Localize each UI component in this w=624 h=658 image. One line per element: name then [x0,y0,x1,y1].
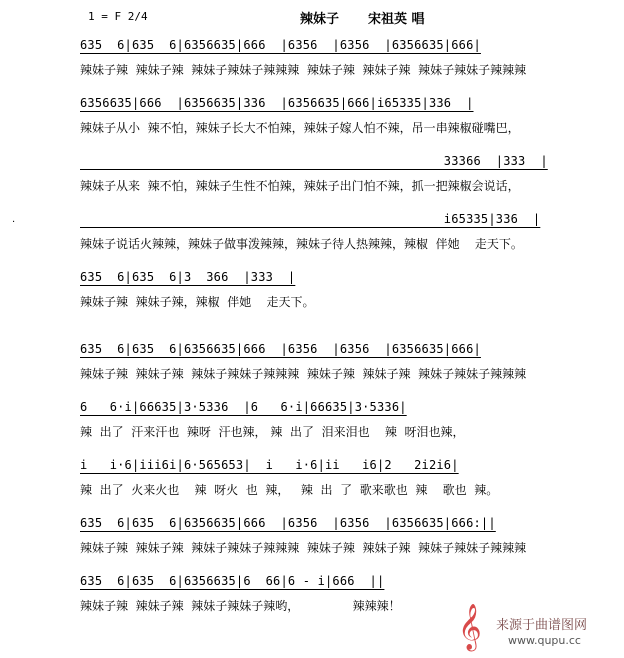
key-signature: 1 = F 2/4 [88,10,148,23]
lyrics-line: 辣 出了 汗来汗也 辣呀 汗也辣， 辣 出了 泪来泪也 辣 呀泪也辣， [80,425,465,439]
lyrics-line: 辣妹子辣 辣妹子辣 辣妹子辣妹子辣辣辣 辣妹子辣 辣妹子辣 辣妹子辣妹子辣辣辣 [80,367,527,381]
watermark-url: www.qupu.cc [508,634,581,647]
score-body [80,30,620,624]
treble-clef-icon: 𝄞 [458,604,482,650]
lyrics-line: 辣妹子辣 辣妹子辣，辣椒 伴她 走天下。 [80,295,315,309]
watermark-text: 来源于曲谱图网 [496,618,588,633]
notation-line: 635 6|635 6|6356635|666 |6356 |6356 |6356635|666:|| [80,508,620,538]
singer-credit: 宋祖英 唱 [368,12,425,27]
lyrics-line: 辣妹子从来 辣不怕，辣妹子生性不怕辣，辣妹子出门怕不辣，抓一把辣椒会说话， [80,179,520,193]
score-header [0,8,624,30]
lyrics-line: 辣妹子辣 辣妹子辣 辣妹子辣妹子辣辣辣 辣妹子辣 辣妹子辣 辣妹子辣妹子辣辣辣 [80,541,527,555]
lyrics-line: 辣妹子从小 辣不怕，辣妹子长大不怕辣，辣妹子嫁人怕不辣，吊一串辣椒碰嘴巴， [80,121,520,135]
lyrics-line: 辣 出了 火来火也 辣 呀火 也 辣， 辣 出 了 歌来歌也 辣 歌也 辣。 [80,483,499,497]
notation-line: 635 6|635 6|3 366 |333 | [80,262,620,292]
stray-mark: . [12,214,16,225]
song-title: 辣妹子 [300,12,340,27]
notation-line: 635 6|635 6|6356635|666 |6356 |6356 |6356635|666| [80,30,620,60]
notation-line: 635 6|635 6|6356635|6 66|6 - i|666 || [80,566,620,596]
notation-line: 6 6·i|66635|3·5336 |6 6·i|66635|3·5336| [80,392,620,422]
lyrics-line: 辣妹子辣 辣妹子辣 辣妹子辣妹子辣辣辣 辣妹子辣 辣妹子辣 辣妹子辣妹子辣辣辣 [80,63,527,77]
notation-line: 33366 |333 | [80,146,620,176]
notation-line: i65335|336 | [80,204,620,234]
lyrics-line: 辣妹子说话火辣辣，辣妹子做事泼辣辣，辣妹子待人热辣辣，辣椒 伴她 走天下。 [80,237,523,251]
notation-line: 6356635|666 |6356635|336 |6356635|666|i65335|336 | [80,88,620,118]
notation-line: 635 6|635 6|6356635|666 |6356 |6356 |6356635|666| [80,334,620,364]
lyrics-line: 辣妹子辣 辣妹子辣 辣妹子辣妹子辣哟， 辣辣辣！ [80,599,401,613]
notation-line: i i·6|iii6i|6·565653| i i·6|ii i6|2 2i2i6| [80,450,620,480]
watermark [458,604,618,654]
section-break [80,320,620,334]
